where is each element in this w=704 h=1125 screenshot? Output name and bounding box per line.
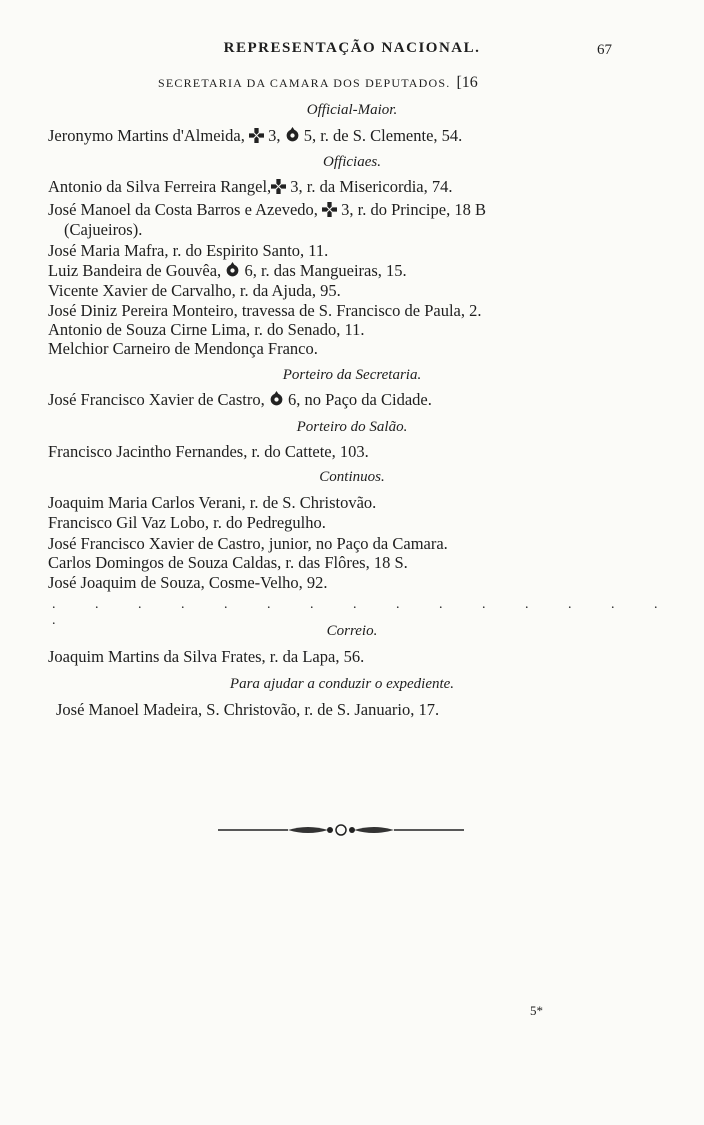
entry-line: José Manoel da Costa Barros e Azevedo, 3, r. do Principe, 18 B <box>48 200 486 219</box>
rose-decoration-icon <box>285 127 300 143</box>
rose-decoration-icon <box>269 391 284 407</box>
entry-line: José Francisco Xavier de Castro, junior, no Paço da Camara. <box>48 534 448 553</box>
heading-porteiro-salao: Porteiro do Salão. <box>296 419 408 435</box>
entry-line: José Manoel Madeira, S. Christovão, r. de S. Januario, 17. <box>56 700 440 719</box>
heading-officiaes: Officiaes. <box>323 154 381 170</box>
entry-line: Antonio da Silva Ferreira Rangel, 3, r. da Misericordia, 74. <box>48 177 453 196</box>
entry-line: José Diniz Pereira Monteiro, travessa de S. Francisco de Paula, 2. <box>48 301 482 320</box>
cross-decoration-icon <box>249 128 264 143</box>
entry-line: Joaquim Maria Carlos Verani, r. de S. Christovão. <box>48 493 377 512</box>
section-header <box>158 74 478 92</box>
section-header-text: SECRETARIA DA CAMARA DOS DEPUTADOS. <box>158 76 451 90</box>
entry-line: Francisco Gil Vaz Lobo, r. do Pedregulho. <box>48 513 326 532</box>
page-number: 67 <box>597 42 612 58</box>
heading-porteiro-secretaria: Porteiro da Secretaria. <box>282 367 422 383</box>
entry-line: Jeronymo Martins d'Almeida, 3, 5, r. de S. Clemente, 54. <box>48 126 463 145</box>
running-header: REPRESENTAÇÃO NACIONAL. <box>223 40 481 56</box>
cross-decoration-icon <box>322 202 337 217</box>
heading-para-ajudar: Para ajudar a conduzir o expediente. <box>229 676 455 692</box>
heading-official-maior: Official-Maior. <box>306 102 398 118</box>
entry-continuation: (Cajueiros). <box>64 220 143 239</box>
cross-decoration-icon <box>271 179 286 194</box>
rose-decoration-icon <box>225 262 240 278</box>
section-number: [16 <box>456 74 478 91</box>
ornamental-divider <box>218 820 464 840</box>
entry-line: Antonio de Souza Cirne Lima, r. do Senado, 11. <box>48 320 365 339</box>
entry-line: Carlos Domingos de Souza Caldas, r. das Flôres, 18 S. <box>48 553 408 572</box>
entry-line: Vicente Xavier de Carvalho, r. da Ajuda, 95. <box>48 281 341 300</box>
ellipsis-dots: . . . . . . . . . . . . . . . . <box>52 597 676 628</box>
entry-line: Francisco Jacintho Fernandes, r. do Cattete, 103. <box>48 442 369 461</box>
entry-line: Joaquim Martins da Silva Frates, r. da Lapa, 56. <box>48 647 365 666</box>
heading-correio: Correio. <box>326 623 378 639</box>
entry-line: José Francisco Xavier de Castro, 6, no Paço da Cidade. <box>48 390 432 409</box>
entry-line: José Maria Mafra, r. do Espirito Santo, 11. <box>48 241 329 260</box>
heading-continuos: Continuos. <box>319 469 385 485</box>
entry-line: Melchior Carneiro de Mendonça Franco. <box>48 339 318 358</box>
entry-line: José Joaquim de Souza, Cosme-Velho, 92. <box>48 573 328 592</box>
entry-line: Luiz Bandeira de Gouvêa, 6, r. das Mangueiras, 15. <box>48 261 407 280</box>
signature-mark: 5* <box>530 1003 543 1018</box>
